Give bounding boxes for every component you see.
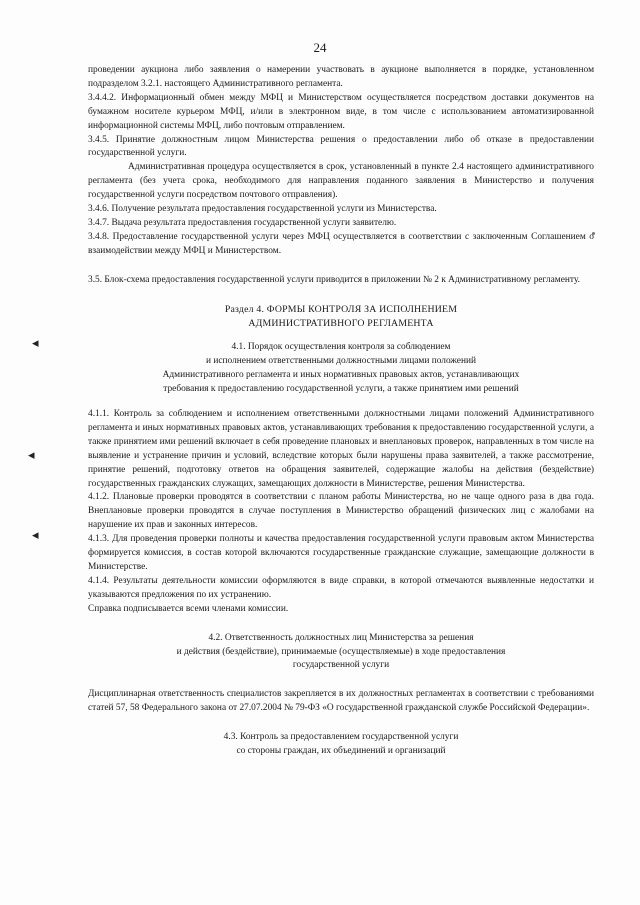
paragraph: 4.1.2. Плановые проверки проводятся в соответствии с планом работы Министерства, но не чаще одного раза в два года. Внеплановые проверки проводятся в случае поступления в Министерство обращений физических лиц с жалобами на нарушение их прав и законных интересов. (88, 492, 594, 531)
page-number: 24 (313, 40, 327, 55)
margin-arrow-mark: ◂ (32, 528, 39, 543)
paragraph: 4.1.3. Для проведения проверки полноты и качества предоставления государственной услуги правовым актом Министерства формируется комиссия, в состав которой включаются государственные гражданские служащие, замещающие должности в Министерстве. (88, 534, 594, 572)
document-body (88, 64, 594, 759)
paragraph: Дисциплинарная ответственность специалистов закрепляется в их должностных регламентах в соответствии с требованиями статей 57, 58 Федерального закона от 27.07.2004 № 79-ФЗ «О государственной гражданской службе Российской Федерации». (88, 689, 594, 714)
paragraph: 3.5. Блок-схема предоставления государственной услуги приводится в приложении № 2 к Административному регламенту. (88, 274, 580, 285)
paragraph: 4.1.1. Контроль за соблюдением и исполнением ответственными должностными лицами положений Административного регламента и иных нормативных правовых актов, устанавливающих требования к предоставлению государственной услуги, а также принятием ими решений включает в себя проведение плановых и внеплановых проверок, направленных в том числе на выявление и устранение причин и условий, вследствие которых были нарушены права заявителей, а также рассмотрение, принятие решений, подготовку ответов на обращения заявителей, содержащие жалобы на действия (бездействие) государственных гражданских служащих, замещающих должности в Министерстве, решения Министерства. (88, 409, 594, 489)
subsection-heading: 4.1. Порядок осуществления контроля за соблюдением (231, 342, 451, 353)
paragraph: Административная процедура осуществляется в срок, установленный в пункте 2.4 настоящего административного регламента (без учета срока, необходимого для направления поданного заявления в Министерство и получения государственной услуги посредством почтового отправления). (88, 162, 594, 201)
paragraph: 3.4.5. Принятие должностным лицом Министерства решения о предоставлении либо об отказе в предоставлении государственной услуги. (88, 134, 594, 159)
subsection-heading: 4.3. Контроль за предоставлением государственной услуги (223, 732, 459, 743)
paragraph: 4.1.4. Результаты деятельности комиссии оформляются в виде справки, в которой отмечаются выявленные недостатки и указываются предложения по их устранению. (88, 575, 594, 600)
paragraph: Справка подписывается всеми членами комиссии. (88, 603, 289, 614)
section-title: АДМИНИСТРАТИВНОГО РЕГЛАМЕНТА (248, 317, 434, 329)
margin-arrow-mark: ◂ (28, 448, 35, 463)
subsection-heading: и исполнением ответственными должностными лицами положений (205, 356, 476, 367)
paragraph: 3.4.4.2. Информационный обмен между МФЦ и Министерством осуществляется посредством доставки документов на бумажном носителе курьером МФЦ, и/или в электронном виде, в том числе с использованием автоматизированной информационной системы МФЦ, либо почтовым отправлением. (88, 92, 594, 131)
subsection-heading: требования к предоставлению государственной услуги, а также принятием ими решений (163, 384, 519, 395)
paragraph: 3.4.6. Получение результата предоставления государственной услуги из Министерства. (88, 204, 437, 215)
subsection-heading: 4.2. Ответственность должностных лиц Министерства за решения (208, 632, 474, 643)
section-title: Раздел 4. ФОРМЫ КОНТРОЛЯ ЗА ИСПОЛНЕНИЕМ (224, 303, 458, 315)
margin-arrow-mark: ◂ (32, 336, 39, 351)
paragraph: 3.4.8. Предоставление государственной услуги через МФЦ осуществляется в соответствии с заключенным Соглашением о взаимодействии между МФЦ и Министерством. (88, 231, 594, 256)
paragraph: проведении аукциона либо заявления о намерении участвовать в аукционе выполняется в порядке, установленном подразделом 3.2.1. настоящего Административного регламента. (88, 65, 594, 89)
subsection-heading: со стороны граждан, их объединений и организаций (236, 746, 446, 757)
subsection-heading: государственной услуги (292, 660, 390, 671)
paragraph: 3.4.7. Выдача результата предоставления государственной услуги заявителю. (88, 217, 397, 228)
subsection-heading: и действия (бездействие), принимаемые (осуществляемые) в ходе предоставления (176, 646, 506, 657)
subsection-heading: Административного регламента и иных нормативных правовых актов, устанавливающих (162, 370, 520, 381)
